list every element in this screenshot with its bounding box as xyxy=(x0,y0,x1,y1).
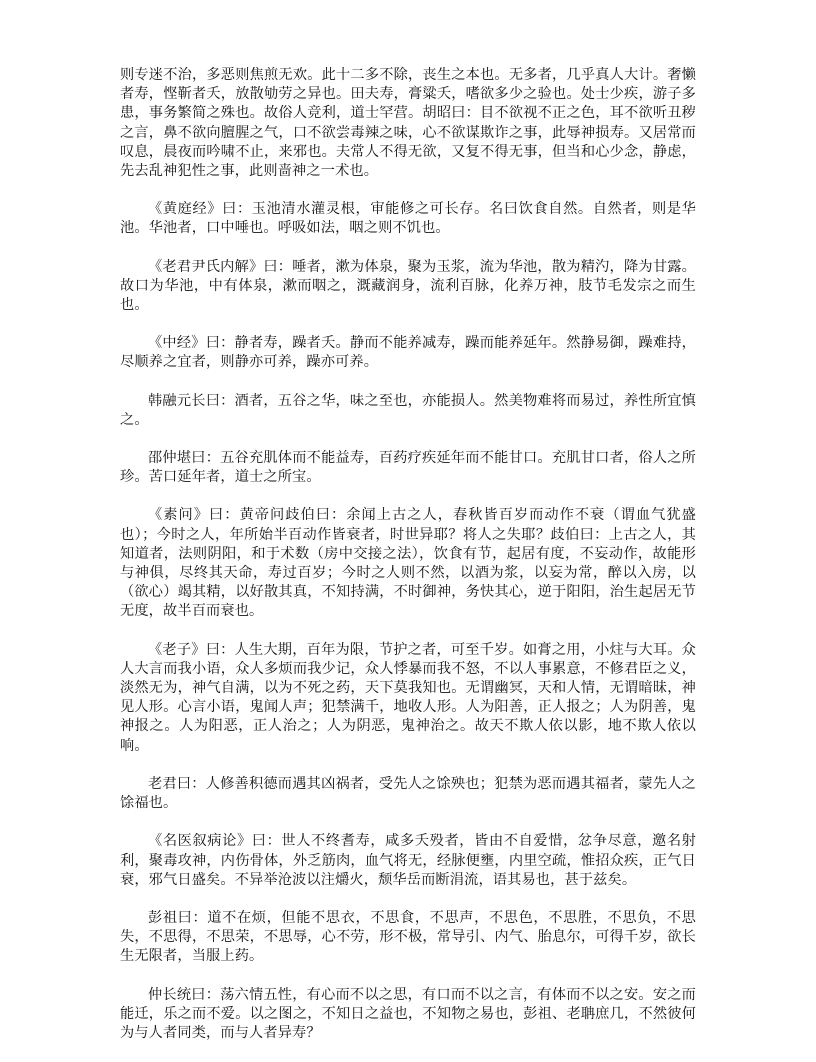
paragraph-12: 仲长统曰：荡六情五性，有心而不以之思，有口而不以之言，有体而不以之安。安之而能迁，乐之而不爱。以之图之，不知日之益也，不知物之易也，彭祖、老聃庶几，不然彼何为与人者同类，而与人者异寿？ xyxy=(120,986,696,1041)
paragraph-2: 《黄庭经》曰：玉池清水灌灵根，审能修之可长存。名曰饮食自然。自然者，则是华池。华池者，口中唾也。呼吸如法，咽之则不饥也。 xyxy=(120,201,696,237)
paragraph-8: 《老子》曰：人生大期，百年为限，节护之者，可至千岁。如膏之用，小炷与大耳。众人大言而我小语，众人多烦而我少记，众人悸暴而我不怒，不以人事累意，不修君臣之义，淡然无为，神气自满，以为不死之药，天下莫我知也。无谓幽冥，天和人情，无谓暗昧，神见人形。心言小语，鬼闻人声；犯禁满千，地收人形。人为阳善，正人报之；人为阴善，鬼神报之。人为阳恶，正人治之；人为阴恶，鬼神治之。故天不欺人依以影，地不欺人依以响。 xyxy=(120,641,696,754)
paragraph-1: 则专迷不治，多恶则焦煎无欢。此十二多不除，丧生之本也。无多者，几乎真人大计。奢懒者寿，悭靳者夭，放散劬劳之异也。田夫寿，膏粱夭，嗜欲多少之验也。处士少疾，游子多患，事务繁简之殊也。故俗人竞利，道士罕营。胡昭曰：目不欲视不正之色，耳不欲听丑秽之言，鼻不欲向膻腥之气，口不欲尝毒辣之味，心不欲谋欺诈之事，此辱神损寿。又居常而叹息，晨夜而吟啸不止，来邪也。夫常人不得无欲，又复不得无事，但当和心少念，静虑，先去乱神犯性之事，此则啬神之一术也。 xyxy=(120,67,696,180)
paragraph-10: 《名医叙病论》曰：世人不终耆寿，咸多夭殁者，皆由不自爱惜，忿争尽意，邀名射利，聚毒攻神，内伤骨体，外乏筋肉，血气将无，经脉便壅，内里空疏，惟招众疾，正气日衰，邪气日盛矣。不异举沧波以注爝火，颓华岳而断涓流，语其易也，甚于兹矣。 xyxy=(120,833,696,888)
paragraph-7: 《素问》曰：黄帝问歧伯曰：余闻上古之人，春秋皆百岁而动作不衰（谓血气犹盛也）；今时之人，年所始半百动作皆衰者，时世异耶？将人之失耶？歧伯曰：上古之人，其知道者，法则阴阳，和于术数（房中交接之法），饮食有节，起居有度，不妄动作，故能形与神俱，尽终其天命，寿过百岁；今时之人则不然，以酒为浆，以妄为常，醉以入房，以（欲心）竭其精，以好散其真，不知持满，不时御神，务快其心，逆于阳阳，治生起居无节无度，故半百而衰也。 xyxy=(120,507,696,620)
paragraph-4: 《中经》曰：静者寿，躁者夭。静而不能养减寿，躁而能养延年。然静易御，躁难持，尽顺养之宜者，则静亦可养，躁亦可养。 xyxy=(120,335,696,371)
paragraph-9: 老君曰：人修善积德而遇其凶祸者，受先人之馀殃也；犯禁为恶而遇其福者，蒙先人之馀福也。 xyxy=(120,775,696,812)
paragraph-3: 《老君尹氏内解》曰：唾者，漱为体泉，聚为玉浆，流为华池，散为精汋，降为甘露。故口为华池，中有体泉，漱而咽之，溉藏润身，流利百脉，化养万神，肢节毛发宗之而生也。 xyxy=(120,258,696,314)
paragraph-5: 韩融元长曰：酒者，五谷之华，味之至也，亦能损人。然美物难将而易过，养性所宜慎之。 xyxy=(120,392,696,428)
document-page xyxy=(120,66,696,1062)
paragraph-11: 彭祖曰：道不在烦，但能不思衣，不思食，不思声，不思色，不思胜，不思负，不思失，不思得，不思荣，不思辱，心不劳，形不极，常导引、内气、胎息尔，可得千岁，欲长生无限者，当服上药。 xyxy=(120,909,696,965)
paragraph-6: 邵仲堪曰：五谷充肌体而不能益寿，百药疗疾延年而不能甘口。充肌甘口者，俗人之所珍。苦口延年者，道士之所宝。 xyxy=(120,450,696,486)
